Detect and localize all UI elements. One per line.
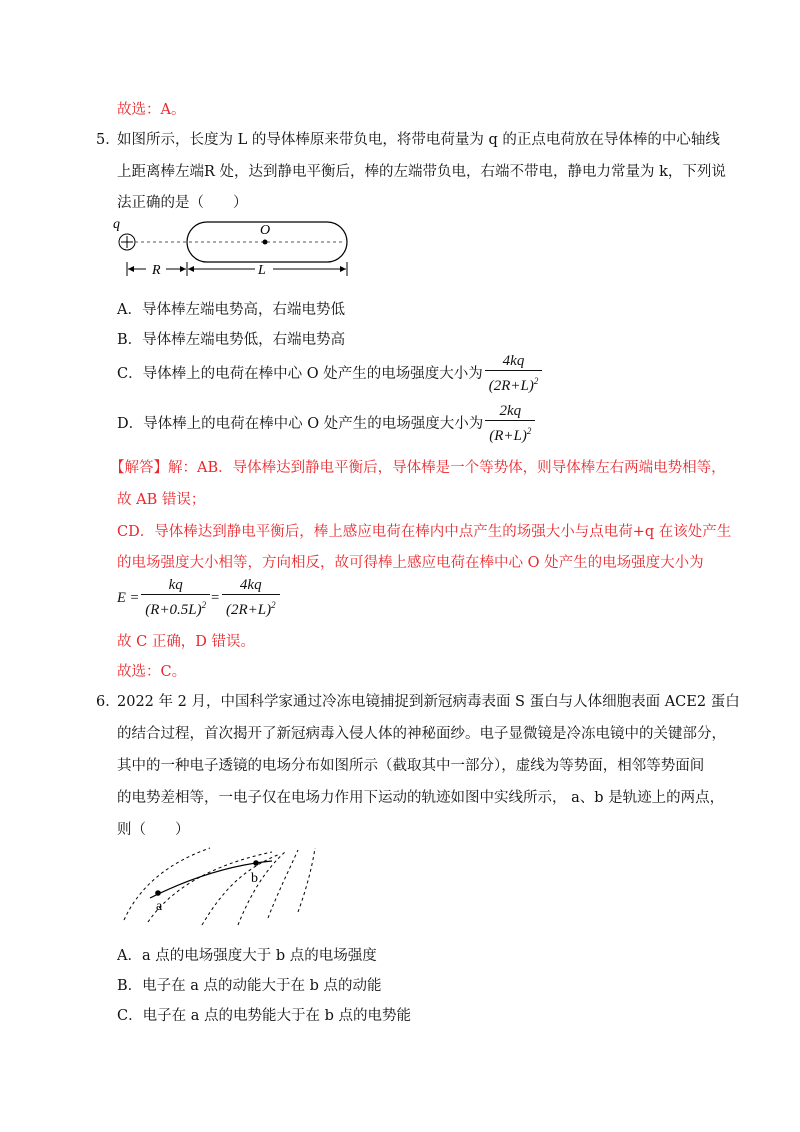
- q6-option-b: B．电子在 a 点的动能大于在 b 点的动能: [117, 978, 382, 994]
- q5-solution-line3: CD．导体棒达到静电平衡后，棒上感应电荷在棒内中点产生的场强大小与点电荷+q 在该处产生: [117, 524, 732, 540]
- eq-num2: 4kq: [222, 576, 280, 595]
- q6-number: 6．: [96, 694, 120, 710]
- eq-fraction-1: [141, 576, 210, 620]
- q5-solution-answer: 故选：C。: [117, 664, 187, 680]
- equipotential-line-6: [298, 848, 315, 912]
- eq-lhs: E =: [117, 590, 140, 606]
- q5-fig-r-label: R: [152, 263, 161, 278]
- q5-option-d-num: 2kq: [485, 402, 535, 421]
- q5-option-b: B．导体棒左端电势低，右端电势高: [117, 332, 346, 348]
- q5-option-c: [117, 352, 542, 396]
- q5-option-a: A．导体棒左端电势高，右端电势低: [117, 302, 345, 318]
- equipotential-line-5: [268, 850, 298, 918]
- q5-stem-line2: 上距离棒左端R 处，达到静电平衡后，棒的左端带负电，右端不带电，静电力常量为 k，下列说: [117, 164, 726, 180]
- q5-option-c-num: 4kq: [485, 352, 543, 371]
- q5-option-c-fraction: [485, 352, 543, 396]
- q5-fig-l-label: L: [258, 263, 266, 278]
- q5-stem-line3: 法正确的是（ ）: [117, 195, 248, 211]
- solution-tag: 【解答】: [110, 460, 168, 476]
- solution-text1: 解：AB．导体棒达到静电平衡后，导体棒是一个等势体，则导体棒左右两端电势相等，: [168, 460, 726, 476]
- q6-option-a: A．a 点的电场强度大于 b 点的电场强度: [117, 948, 377, 964]
- q5-fig-q-label: q: [113, 217, 120, 232]
- q5-solution-line5: 故 C 正确，D 错误。: [117, 634, 256, 650]
- q5-solution-line2: 故 AB 错误；: [117, 492, 206, 508]
- q6-stem-line4: 的电势差相等，一电子仅在电场力作用下运动的轨迹如图中实线所示， a、b 是轨迹上的两点，: [117, 790, 725, 806]
- q5-solution-line1: [110, 456, 726, 477]
- q5-stem-line1: 如图所示，长度为 L 的导体棒原来带负电，将带电荷量为 q 的正点电荷放在导体棒的中心轴线: [117, 132, 720, 148]
- q5-number: 5．: [96, 132, 120, 148]
- q6-stem-line3: 其中的一种电子透镜的电场分布如图所示（截取其中一部分），虚线为等势面，相邻等势面间: [117, 758, 705, 774]
- q5-option-d: [117, 402, 535, 446]
- eq-num1: kq: [141, 576, 210, 595]
- q6-fig-a-label: a: [156, 899, 163, 914]
- eq-mid: =: [210, 590, 220, 606]
- eq-den2: (2R+L): [225, 602, 272, 618]
- rod-center-dot: [263, 240, 268, 245]
- eq-fraction-2: [222, 576, 280, 620]
- q5-rod-figure: [110, 212, 360, 282]
- prev-answer: 故选：A。: [117, 102, 186, 118]
- q6-option-c: C．电子在 a 点的电势能大于在 b 点的电势能: [117, 1008, 411, 1024]
- point-b-dot: [253, 860, 259, 866]
- q5-option-d-den: (R+L): [489, 428, 527, 444]
- q6-stem-line1: 2022 年 2 月，中国科学家通过冷冻电镜捕捉到新冠病毒表面 S 蛋白与人体细胞表面 ACE2 蛋白: [117, 694, 740, 710]
- q6-field-figure: [110, 840, 330, 930]
- q5-option-d-text: D．导体棒上的电荷在棒中心 O 处产生的电场强度大小为: [117, 416, 484, 432]
- equipotential-line-1: [124, 848, 210, 920]
- point-a-dot: [155, 890, 161, 896]
- equipotential-line-3: [202, 854, 280, 925]
- eq-sq1: 2: [201, 600, 207, 610]
- q5-option-c-text: C．导体棒上的电荷在棒中心 O 处产生的电场强度大小为: [117, 366, 483, 382]
- q6-stem-line2: 的结合过程，首次揭开了新冠病毒入侵人体的神秘面纱。电子显微镜是冷冻电镜中的关键部分，: [117, 726, 726, 742]
- q5-fig-o-label: O: [260, 223, 271, 238]
- q5-option-d-sq: 2: [526, 426, 532, 436]
- q5-option-c-den: (2R+L): [488, 378, 534, 394]
- equipotential-line-4: [238, 852, 285, 925]
- q5-solution-line4: 的电场强度大小相等，方向相反，故可得棒上感应电荷在棒中心 O 处产生的电场强度大小为: [117, 555, 704, 571]
- eq-den1: (R+0.5L): [145, 602, 202, 618]
- q5-solution-equation: [117, 576, 280, 620]
- q6-stem-line5: 则（ ）: [117, 822, 190, 838]
- q5-option-c-sq: 2: [533, 376, 539, 386]
- q6-fig-b-label: b: [251, 871, 258, 886]
- eq-sq2: 2: [271, 600, 276, 610]
- q5-option-d-fraction: [485, 402, 535, 446]
